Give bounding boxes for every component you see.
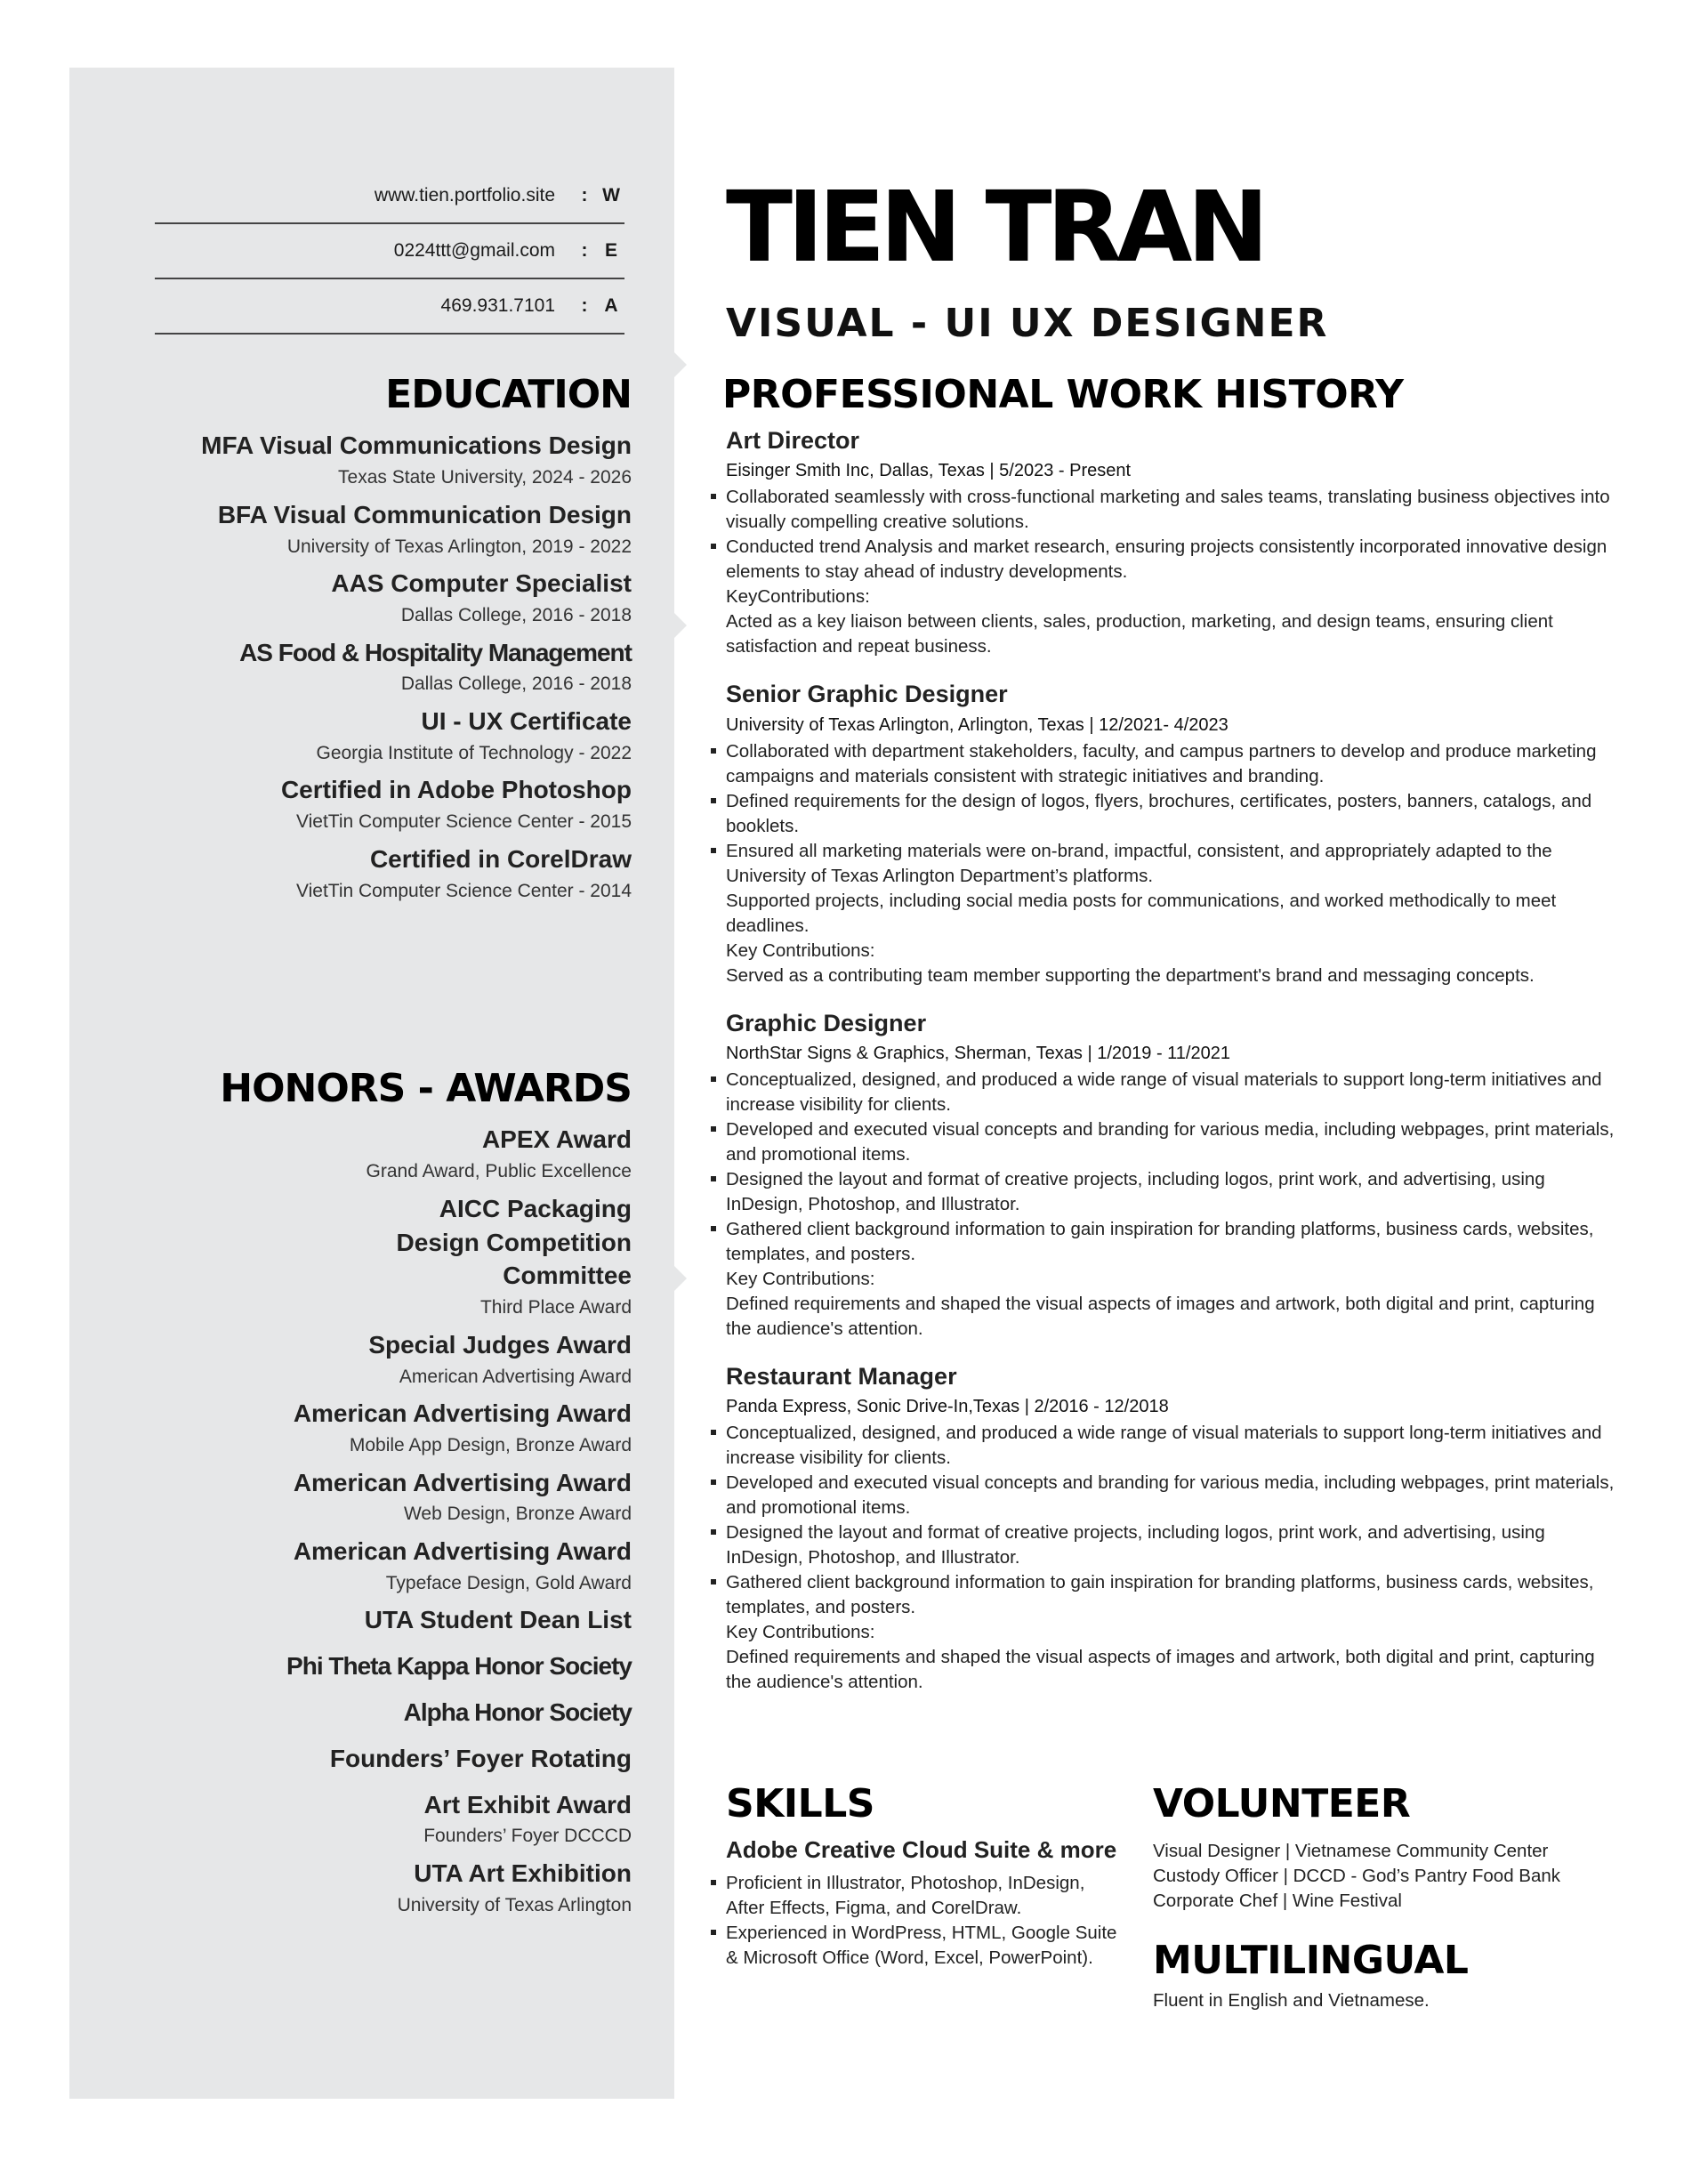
honor-item-title: AICC Packaging Design Competition Committee (396, 1194, 632, 1290)
header (726, 170, 1615, 346)
honor-item-title: American Advertising Award (293, 1399, 632, 1428)
email-link[interactable]: 0224ttt@gmail.com (393, 240, 555, 261)
sidebar-notch (674, 613, 687, 638)
honor-item-title: Art Exhibit Award (423, 1790, 632, 1818)
contact-key: W (602, 185, 620, 206)
website-link[interactable]: www.tien.portfolio.site (374, 185, 555, 206)
honors-heading: HONORS - AWARDS (220, 1066, 632, 1111)
job-bullet: Developed and executed visual concepts and branding for various media, including webpages, print materials, and promotional items. (726, 1117, 1621, 1167)
honor-item-title: APEX Award (481, 1125, 632, 1154)
job-bullet: Gathered client background information to gain inspiration for branding platforms, business cards, websites, templates, and posters. (726, 1570, 1621, 1620)
honor-item-sub: Typeface Design, Gold Award (385, 1572, 632, 1593)
job-bullet: Gathered client background information to gain inspiration for branding platforms, business cards, websites, templates, and posters. (726, 1217, 1621, 1267)
multilingual-text: Fluent in English and Vietnamese. (1153, 1990, 1430, 2011)
job-bullet: Designed the layout and format of creative projects, including logos, print work, and advertising, using InDesign, Photoshop, and Illustrator. (726, 1167, 1621, 1217)
job-title: Restaurant Manager (726, 1362, 957, 1390)
job-entry (722, 679, 1621, 988)
skills-section (726, 1781, 1117, 1971)
job-bullet: Conducted trend Analysis and market research, ensuring projects consistently incorporated innovative design elements to stay ahead of industry developments. (726, 535, 1621, 585)
education-item-sub: Dallas College, 2016 - 2018 (400, 673, 632, 695)
contact-key: E (604, 240, 617, 261)
contact-separator: : (581, 240, 588, 261)
education-item-title: Certified in Adobe Photoshop (280, 776, 632, 804)
job-bullets (726, 1421, 1621, 1620)
skills-bullets (726, 1871, 1117, 1971)
education-item-sub: VietTin Computer Science Center - 2015 (295, 811, 632, 833)
job-extra: KeyContributions: (726, 586, 870, 608)
honor-item-sub: Web Design, Bronze Award (403, 1504, 632, 1525)
honor-item-title: American Advertising Award (293, 1536, 632, 1565)
job-bullet: Developed and executed visual concepts and branding for various media, including webpages, print materials, and promotional items. (726, 1471, 1621, 1520)
volunteer-heading: VOLUNTEER (1153, 1781, 1411, 1826)
job-bullet: Collaborated with department stakeholders, faculty, and campus partners to develop and produce marketing campaigns and materials consistent with strategic initiatives and branding. (726, 739, 1621, 789)
multilingual-heading: MULTILINGUAL (1153, 1938, 1469, 1983)
education-item-sub: VietTin Computer Science Center - 2014 (295, 880, 632, 901)
education-item-sub: University of Texas Arlington, 2019 - 2022 (286, 536, 632, 557)
job-entry (722, 1361, 1621, 1695)
contact-email-row (155, 224, 624, 279)
volunteer-line: Visual Designer | Vietnamese Community Center (1153, 1841, 1549, 1861)
education-section (98, 374, 632, 906)
honor-item-title: Alpha Honor Society (403, 1697, 632, 1726)
education-item-title: UI - UX Certificate (421, 706, 632, 735)
job-bullet: Defined requirements for the design of logos, flyers, brochures, certificates, posters, banners, catalogs, and booklets. (726, 789, 1621, 839)
contact-separator: : (581, 185, 588, 206)
job-bullet: Ensured all marketing materials were on-brand, impactful, consistent, and appropriately adapted to the University of Texas Arlington Department’s platforms. (726, 839, 1621, 889)
honor-item-title: Phi Theta Kappa Honor Society (286, 1652, 632, 1681)
job-extra: Key Contributions: (726, 1621, 875, 1642)
job-meta: Panda Express, Sonic Drive-In,Texas | 2/2016 - 12/2018 (726, 1396, 1169, 1416)
education-item-title: Certified in CorelDraw (369, 844, 632, 873)
education-item-sub: Texas State University, 2024 - 2026 (338, 467, 632, 488)
job-extra: Served as a contributing team member supporting the department's brand and messaging concepts. (726, 964, 1535, 986)
contact-website-row (155, 169, 624, 224)
contact-separator: : (581, 295, 588, 316)
volunteer-section (1153, 1781, 1633, 1914)
honor-item-sub: Grand Award, Public Excellence (366, 1161, 632, 1182)
skill-bullet: Experienced in WordPress, HTML, Google Suite & Microsoft Office (Word, Excel, PowerPoint). (726, 1921, 1117, 1971)
job-extra: Defined requirements and shaped the visual aspects of images and artwork, both digital and print, capturing the audience's attention. (726, 1293, 1595, 1339)
volunteer-line: Corporate Chef | Wine Festival (1153, 1891, 1402, 1911)
job-title: Art Director (726, 427, 860, 455)
work-history-section (722, 374, 1621, 1695)
honor-item-title: American Advertising Award (293, 1468, 632, 1496)
job-bullet: Collaborated seamlessly with cross-functional marketing and sales teams, translating business objectives into visually compelling creative solutions. (726, 485, 1621, 535)
job-bullet: Designed the layout and format of creative projects, including logos, print work, and advertising, using InDesign, Photoshop, and Illustrator. (726, 1520, 1621, 1570)
honor-item-sub: University of Texas Arlington (397, 1894, 632, 1915)
honor-item-sub: Mobile App Design, Bronze Award (349, 1434, 632, 1455)
honor-item-title: UTA Student Dean List (364, 1606, 632, 1634)
education-item-sub: Georgia Institute of Technology - 2022 (316, 742, 632, 763)
job-extra: Supported projects, including social media posts for communications, and worked methodically to meet deadlines. (726, 890, 1557, 936)
job-entry (722, 1008, 1621, 1342)
education-item-title: AS Food & Hospitality Management (239, 638, 632, 666)
job-entry (722, 425, 1621, 659)
skills-subhead: Adobe Creative Cloud Suite & more (726, 1836, 1117, 1863)
job-meta: University of Texas Arlington, Arlington, Texas | 12/2021- 4/2023 (726, 714, 1229, 735)
skills-heading: SKILLS (726, 1781, 874, 1826)
job-extra: Acted as a key liaison between clients, sales, production, marketing, and design teams, ensuring client satisfaction and repeat business. (726, 611, 1553, 657)
job-bullets (726, 1068, 1621, 1267)
honor-item-title: UTA Art Exhibition (414, 1859, 632, 1887)
honor-item-title: Special Judges Award (368, 1330, 632, 1359)
contact-block (155, 169, 624, 335)
job-extra: Defined requirements and shaped the visual aspects of images and artwork, both digital and print, capturing the audience's attention. (726, 1646, 1595, 1692)
skill-bullet: Proficient in Illustrator, Photoshop, InDesign, After Effects, Figma, and CorelDraw. (726, 1871, 1117, 1921)
education-item-title: BFA Visual Communication Design (217, 500, 632, 528)
job-meta: Eisinger Smith Inc, Dallas, Texas | 5/2023 - Present (726, 461, 1132, 481)
work-history-heading: PROFESSIONAL WORK HISTORY (722, 372, 1404, 417)
volunteer-line: Custody Officer | DCCD - God’s Pantry Food Bank (1153, 1866, 1561, 1886)
education-item-sub: Dallas College, 2016 - 2018 (400, 604, 632, 625)
job-meta: NorthStar Signs & Graphics, Sherman, Texas | 1/2019 - 11/2021 (726, 1043, 1230, 1063)
job-bullets (726, 739, 1621, 889)
education-heading: EDUCATION (385, 372, 632, 417)
honor-item-sub: American Advertising Award (399, 1366, 632, 1387)
honor-item-title: Founders’ Foyer Rotating (329, 1744, 632, 1772)
education-item-title: AAS Computer Specialist (331, 569, 632, 598)
honor-item-sub: Founders’ Foyer DCCCD (423, 1826, 632, 1847)
phone-link[interactable]: 469.931.7101 (440, 295, 555, 316)
job-bullets (726, 485, 1621, 585)
job-bullet: Conceptualized, designed, and produced a wide range of visual materials to support long-term initiatives and increase visibility for clients. (726, 1068, 1621, 1117)
honors-section (98, 1068, 632, 1920)
multilingual-section (1153, 1938, 1633, 2013)
contact-phone-row (155, 279, 624, 335)
education-item-title: MFA Visual Communications Design (201, 431, 632, 460)
honor-item-sub: Third Place Award (479, 1297, 632, 1318)
person-role: VISUAL - UI UX DESIGNER (726, 301, 1329, 346)
job-title: Graphic Designer (726, 1009, 927, 1036)
job-title: Senior Graphic Designer (726, 681, 1008, 708)
contact-key: A (604, 295, 618, 316)
job-extra: Key Contributions: (726, 1268, 875, 1289)
sidebar-notch (674, 1266, 687, 1291)
job-extra: Key Contributions: (726, 939, 875, 961)
person-name: TIEN TRAN (726, 170, 1264, 284)
job-bullet: Conceptualized, designed, and produced a wide range of visual materials to support long-term initiatives and increase visibility for clients. (726, 1421, 1621, 1471)
